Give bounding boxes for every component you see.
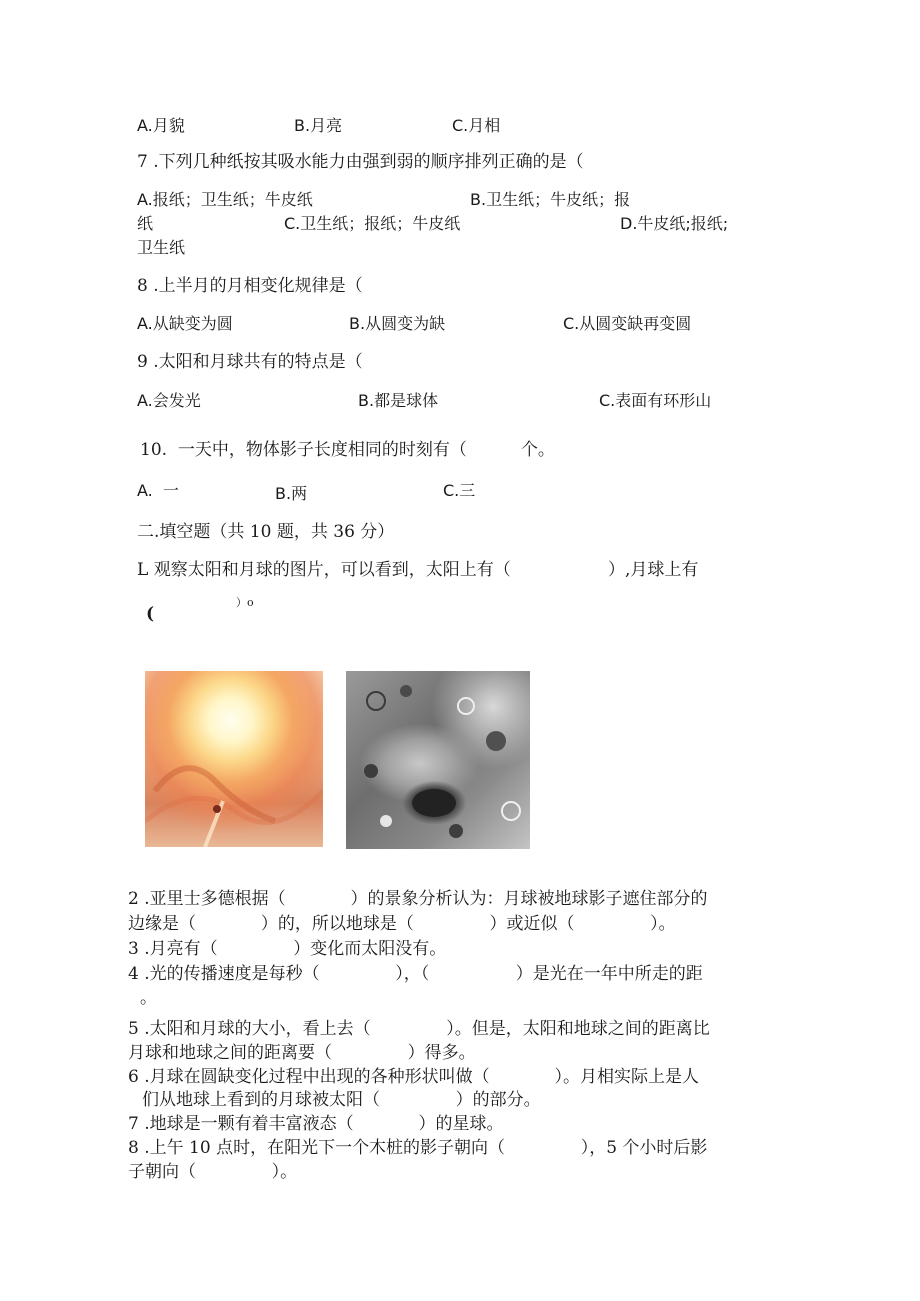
q9-option-b: B.都是球体 (358, 391, 439, 410)
q8-option-c: C.从圆变缺再变圆 (563, 314, 692, 333)
fill-2-line-1: 2 .亚里士多德根据（ ）的景象分析认为：月球被地球影子遮住部分的 (128, 889, 708, 909)
q10-stem: 10. 一天中，物体影子长度相同的时刻有（ 个。 (140, 440, 555, 460)
q8-option-b: B.从圆变为缺 (349, 314, 446, 333)
sun-flare-icon (145, 671, 323, 847)
q10-option-c: C.三 (443, 481, 476, 500)
fill-1-end: ）o (236, 596, 254, 609)
fill-3: 3 .月亮有（ ）变化而太阳没有。 (128, 939, 447, 959)
q7-option-d-cont: 卫生纸 (137, 238, 186, 257)
fill-1-line-1: L 观察太阳和月球的图片，可以看到，太阳上有（ ）,月球上有 (137, 560, 699, 580)
fill-1-paren: ( (146, 604, 155, 624)
fill-6-line-1: 6 .月球在圆缺变化过程中出现的各种形状叫做（ ）。月相实际上是人 (128, 1067, 699, 1087)
q7-option-d: D.牛皮纸;报纸; (620, 214, 729, 233)
fill-2-line-2: 边缘是（ ）的，所以地球是（ ）或近似（ ）。 (128, 914, 676, 934)
q6-option-c: C.月相 (452, 116, 501, 135)
q7-stem: 7 .下列几种纸按其吸水能力由强到弱的顺序排列正确的是（ (137, 152, 584, 172)
q7-option-c: C.卫生纸；报纸；牛皮纸 (284, 214, 461, 233)
fill-6-line-2: 们从地球上看到的月球被太阳（ ）的部分。 (142, 1090, 541, 1110)
q9-option-c: C.表面有环形山 (599, 391, 712, 410)
q7-option-b: B.卫生纸；牛皮纸；报 (470, 190, 631, 209)
moon-surface-photo (346, 671, 530, 849)
fill-7: 7 .地球是一颗有着丰富液态（ ）的星球。 (128, 1114, 504, 1134)
q9-option-a: A.会发光 (137, 391, 201, 410)
fill-8-line-1: 8 .上午 10 点时，在阳光下一个木桩的影子朝向（ ），5 个小时后影 (128, 1138, 708, 1158)
sun-photo (145, 671, 323, 847)
q7-option-b-cont: 纸 (137, 214, 154, 233)
q8-stem: 8 .上半月的月相变化规律是（ (137, 276, 363, 296)
q10-option-b: B.两 (275, 484, 308, 503)
q6-option-a: A.月貌 (137, 116, 185, 135)
fill-8-line-2: 子朝向（ ）。 (128, 1162, 298, 1182)
fill-4-line-1: 4 .光的传播速度是每秒（ ），（ ）是光在一年中所走的距 (128, 964, 703, 984)
q6-option-b: B.月亮 (294, 116, 343, 135)
moon-craters-icon (346, 671, 530, 849)
q7-option-a: A.报纸；卫生纸；牛皮纸 (137, 190, 313, 209)
q8-option-a: A.从缺变为圆 (137, 314, 233, 333)
fill-4-line-2: 。 (140, 988, 157, 1008)
fill-5-line-1: 5 .太阳和月球的大小，看上去（ ）。但是，太阳和地球之间的距离比 (128, 1019, 710, 1039)
section-heading: 二.填空题（共 10 题，共 36 分） (137, 522, 395, 542)
q9-stem: 9 .太阳和月球共有的特点是（ (137, 352, 363, 372)
fill-5-line-2: 月球和地球之间的距离要（ ）得多。 (128, 1043, 476, 1063)
q10-option-a: A. 一 (137, 481, 179, 500)
